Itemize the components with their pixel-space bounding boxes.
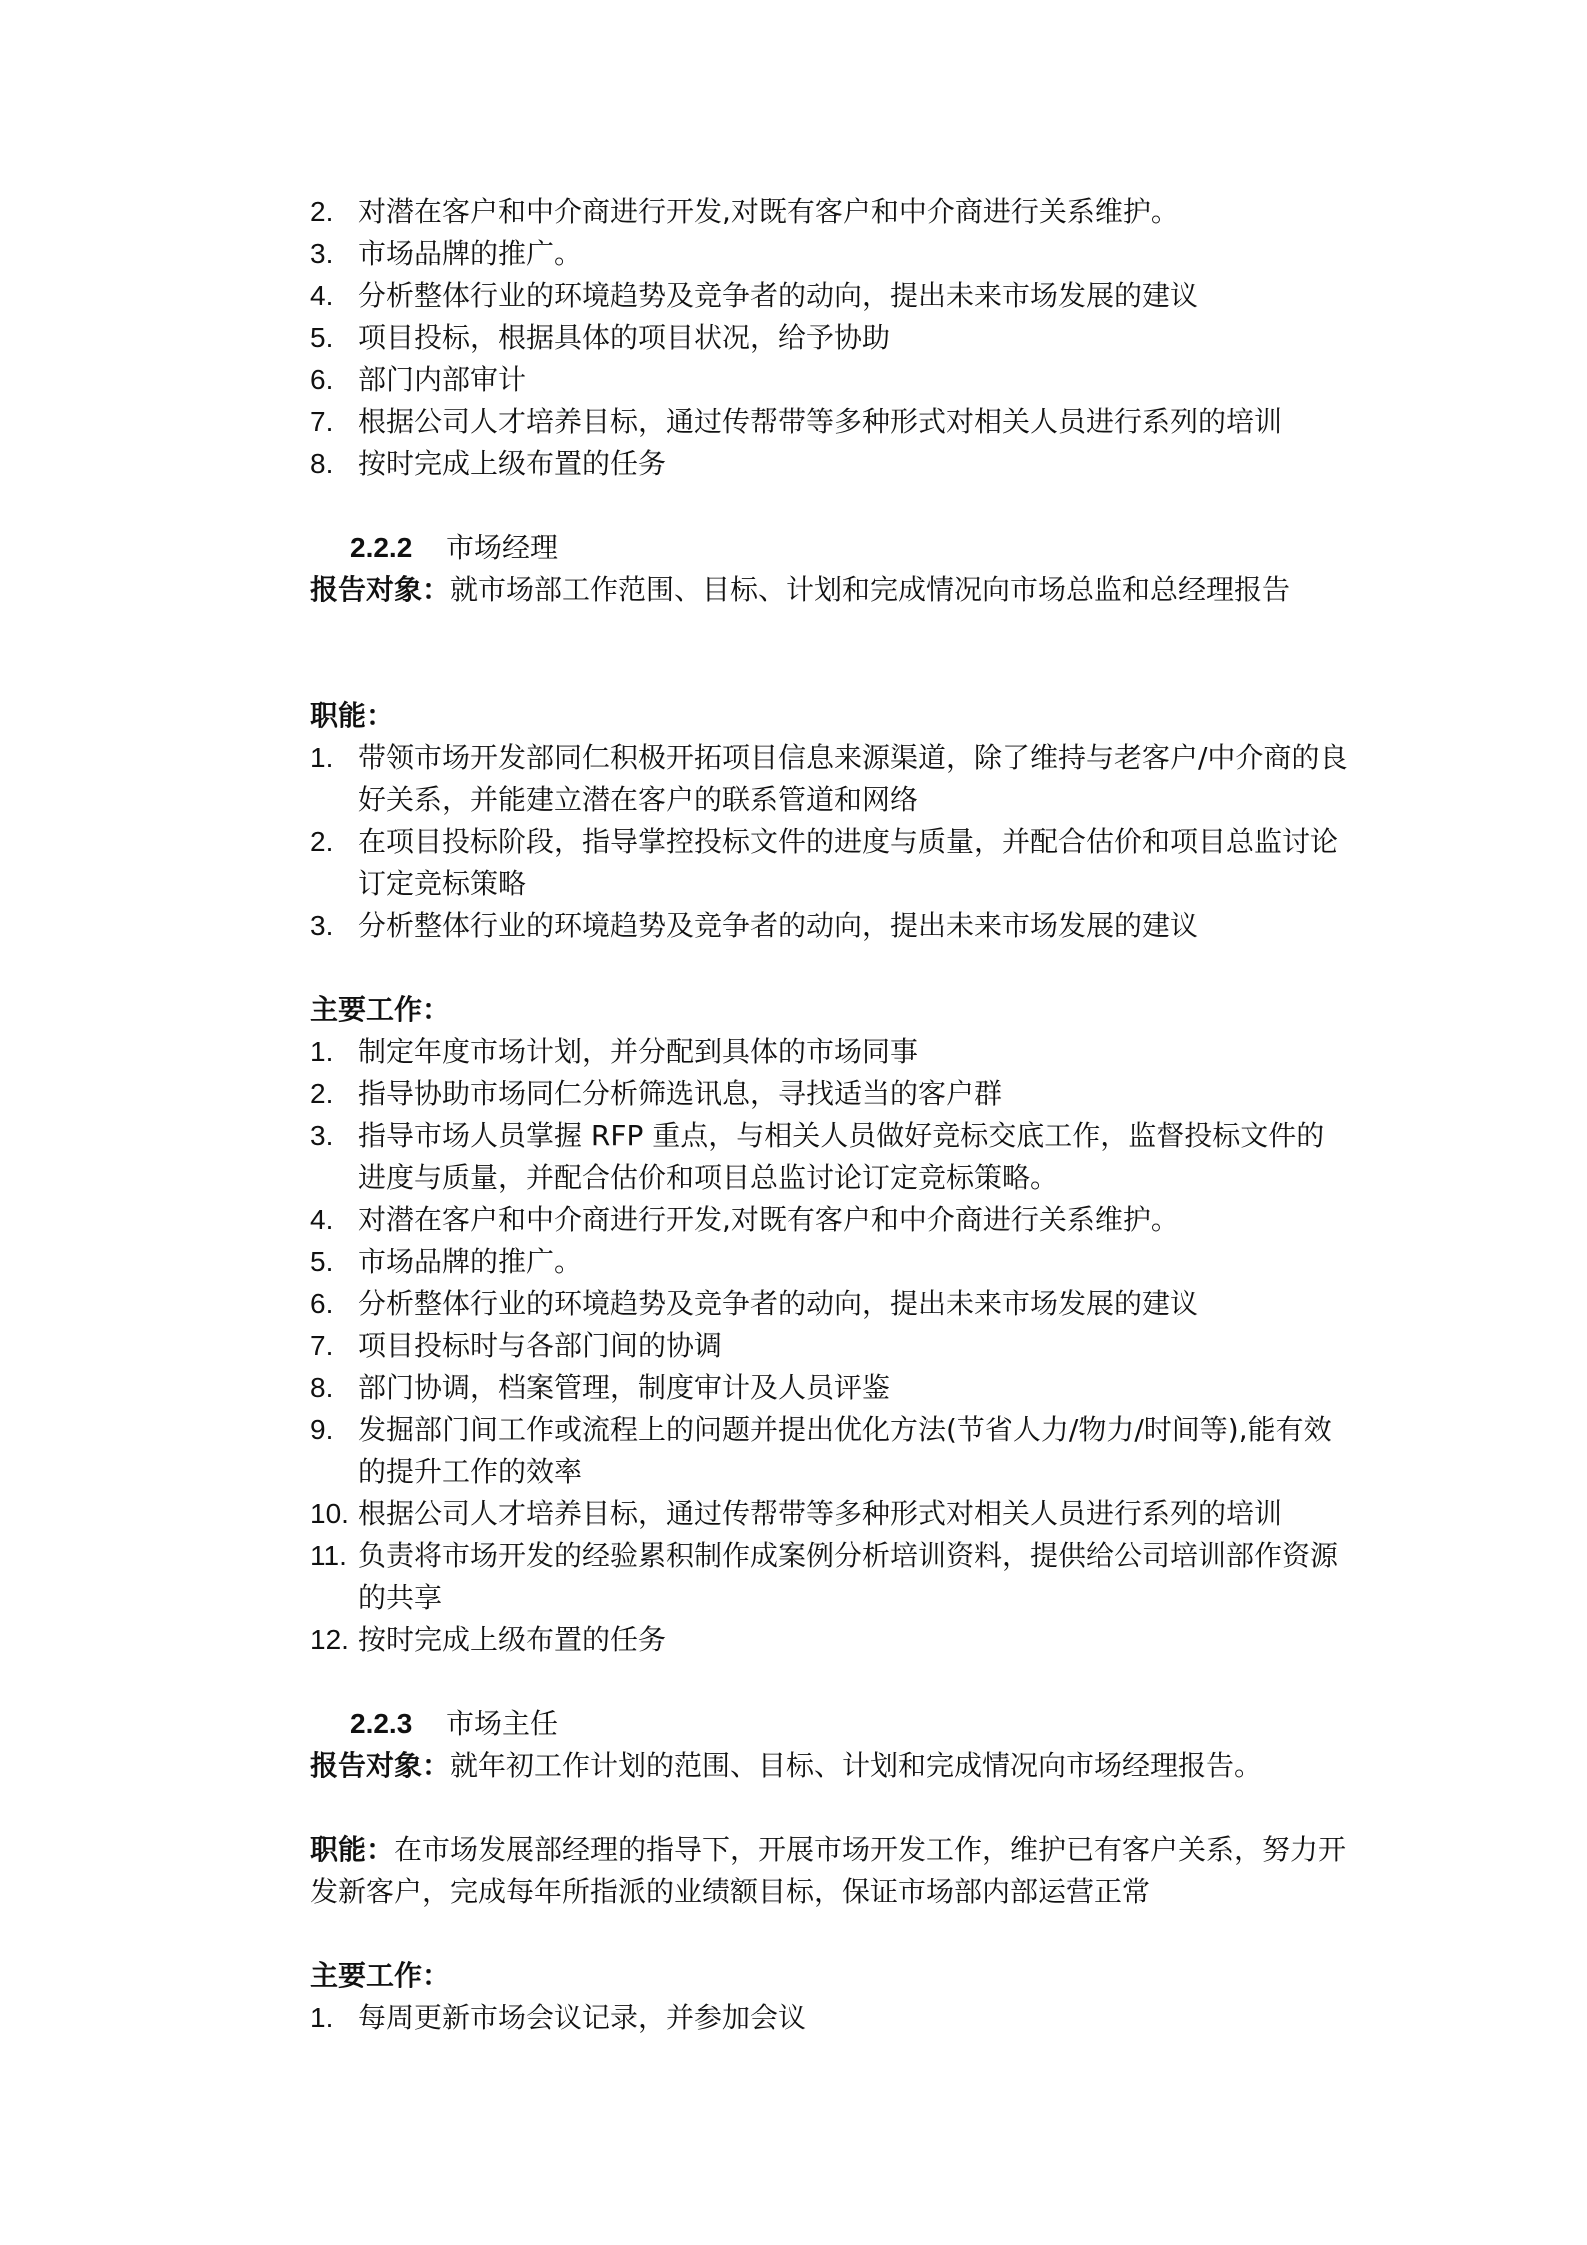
list-item-text: 市场品牌的推广。 (358, 1245, 583, 1278)
list-item-text: 分析整体行业的环境趋势及竞争者的动向，提出未来市场发展的建议 (358, 909, 1199, 942)
report-target-223 (310, 1745, 1350, 1787)
work-list-222 (310, 1031, 1350, 1661)
list-item-text: 根据公司人才培养目标，通过传帮带等多种形式对相关人员进行系列的培训 (358, 405, 1283, 438)
functions-label: 职能： (310, 699, 395, 732)
list-item-number: 1. (310, 1036, 334, 1067)
list-item-text: 根据公司人才培养目标，通过传帮带等多种形式对相关人员进行系列的培训 (358, 1497, 1283, 1530)
list-item (310, 821, 1350, 905)
list-item-text: 按时完成上级布置的任务 (358, 1623, 667, 1656)
list-item (310, 1031, 1350, 1073)
list-item-text: 每周更新市场会议记录，并参加会议 (358, 2001, 807, 2034)
list-item-number: 11. (310, 1540, 347, 1571)
list-item (310, 359, 1350, 401)
list-item-text: 对潜在客户和中介商进行开发,对既有客户和中介商进行关系维护。 (358, 1203, 1179, 1236)
list-item (310, 1115, 1350, 1199)
spacer (310, 1913, 1350, 1955)
spacer (310, 1787, 1350, 1829)
section-number: 2.2.3 (350, 1708, 413, 1739)
list-item-text: 指导市场人员掌握 RFP 重点，与相关人员做好竞标交底工作，监督投标文件的进度与质量，并配合估价和项目总监讨论订定竞标策略。 (358, 1119, 1325, 1194)
list-item-text: 在项目投标阶段，指导掌控投标文件的进度与质量，并配合估价和项目总监讨论订定竞标策略 (358, 825, 1339, 900)
list-item-number: 7. (310, 406, 334, 437)
report-label: 报告对象： (310, 573, 451, 606)
functions-list-222 (310, 737, 1350, 947)
list-item-text: 部门协调，档案管理，制度审计及人员评鉴 (358, 1371, 891, 1404)
list-item-number: 3. (310, 1120, 334, 1151)
list-item (310, 275, 1350, 317)
report-target-222 (310, 569, 1350, 611)
list-item (310, 905, 1350, 947)
report-text: 就年初工作计划的范围、目标、计划和完成情况向市场经理报告。 (450, 1749, 1263, 1782)
list-item-text: 对潜在客户和中介商进行开发,对既有客户和中介商进行关系维护。 (358, 195, 1179, 228)
list-item-text: 带领市场开发部同仁积极开拓项目信息来源渠道，除了维持与老客户/中介商的良好关系，并能建立潜在客户的联系管道和网络 (358, 741, 1348, 816)
list-item-text: 项目投标，根据具体的项目状况，给予协助 (358, 321, 891, 354)
list-item-number: 2. (310, 1078, 334, 1109)
list-item-number: 8. (310, 1372, 334, 1403)
spacer (310, 947, 1350, 989)
section-title: 市场主任 (446, 1707, 559, 1740)
functions-paragraph-223 (310, 1829, 1350, 1913)
work-heading-222 (310, 989, 1350, 1031)
section-heading-223 (310, 1703, 1350, 1745)
section-title: 市场经理 (446, 531, 559, 564)
work-list-223 (310, 1997, 1350, 2039)
functions-heading-222 (310, 695, 1350, 737)
list-item (310, 233, 1350, 275)
list-item-text: 指导协助市场同仁分析筛选讯息，寻找适当的客户群 (358, 1077, 1003, 1110)
list-item-text: 分析整体行业的环境趋势及竞争者的动向，提出未来市场发展的建议 (358, 279, 1199, 312)
list-item (310, 317, 1350, 359)
list-item-number: 2. (310, 826, 334, 857)
list-item (310, 1199, 1350, 1241)
report-label: 报告对象： (310, 1749, 451, 1782)
spacer (310, 611, 1350, 695)
list-item-number: 1. (310, 2002, 334, 2033)
list-item-text: 市场品牌的推广。 (358, 237, 583, 270)
list-item (310, 1283, 1350, 1325)
list-item-text: 分析整体行业的环境趋势及竞争者的动向，提出未来市场发展的建议 (358, 1287, 1199, 1320)
list-item-number: 6. (310, 364, 334, 395)
list-item-number: 7. (310, 1330, 334, 1361)
list-item (310, 1367, 1350, 1409)
list-item-text: 制定年度市场计划，并分配到具体的市场同事 (358, 1035, 919, 1068)
list-item (310, 1535, 1350, 1619)
list-item (310, 1409, 1350, 1493)
section-number: 2.2.2 (350, 532, 413, 563)
list-item-text: 发掘部门间工作或流程上的问题并提出优化方法(节省人力/物力/时间等),能有效的提升工作的效率 (358, 1413, 1332, 1488)
functions-text: 在市场发展部经理的指导下，开展市场开发工作，维护已有客户关系，努力开发新客户，完成每年所指派的业绩额目标，保证市场部内部运营正常 (310, 1833, 1347, 1908)
list-item-number: 5. (310, 1246, 334, 1277)
list-item-number: 2. (310, 196, 334, 227)
list-item-number: 12. (310, 1624, 349, 1655)
list-item-number: 3. (310, 238, 334, 269)
top-list (310, 191, 1350, 485)
functions-label: 职能： (310, 1833, 395, 1866)
list-item (310, 1325, 1350, 1367)
list-item-number: 5. (310, 322, 334, 353)
list-item (310, 1241, 1350, 1283)
list-item (310, 1997, 1350, 2039)
work-heading-223 (310, 1955, 1350, 1997)
list-item-text: 负责将市场开发的经验累积制作成案例分析培训资料，提供给公司培训部作资源的共享 (358, 1539, 1339, 1614)
list-item-number: 10. (310, 1498, 349, 1529)
list-item-number: 4. (310, 280, 334, 311)
list-item-text: 项目投标时与各部门间的协调 (358, 1329, 723, 1362)
list-item (310, 1073, 1350, 1115)
list-item-number: 9. (310, 1414, 334, 1445)
work-label: 主要工作： (310, 993, 451, 1026)
list-item (310, 1493, 1350, 1535)
list-item (310, 443, 1350, 485)
section-heading-222 (310, 527, 1350, 569)
work-label: 主要工作： (310, 1959, 451, 1992)
list-item (310, 191, 1350, 233)
list-item-number: 6. (310, 1288, 334, 1319)
list-item (310, 1619, 1350, 1661)
list-item-number: 4. (310, 1204, 334, 1235)
list-item-number: 1. (310, 742, 334, 773)
list-item-text: 部门内部审计 (358, 363, 527, 396)
list-item-text: 按时完成上级布置的任务 (358, 447, 667, 480)
list-item-number: 3. (310, 910, 334, 941)
list-item (310, 737, 1350, 821)
list-item (310, 401, 1350, 443)
list-item-number: 8. (310, 448, 334, 479)
report-text: 就市场部工作范围、目标、计划和完成情况向市场总监和总经理报告 (450, 573, 1291, 606)
document-content (310, 191, 1350, 2039)
